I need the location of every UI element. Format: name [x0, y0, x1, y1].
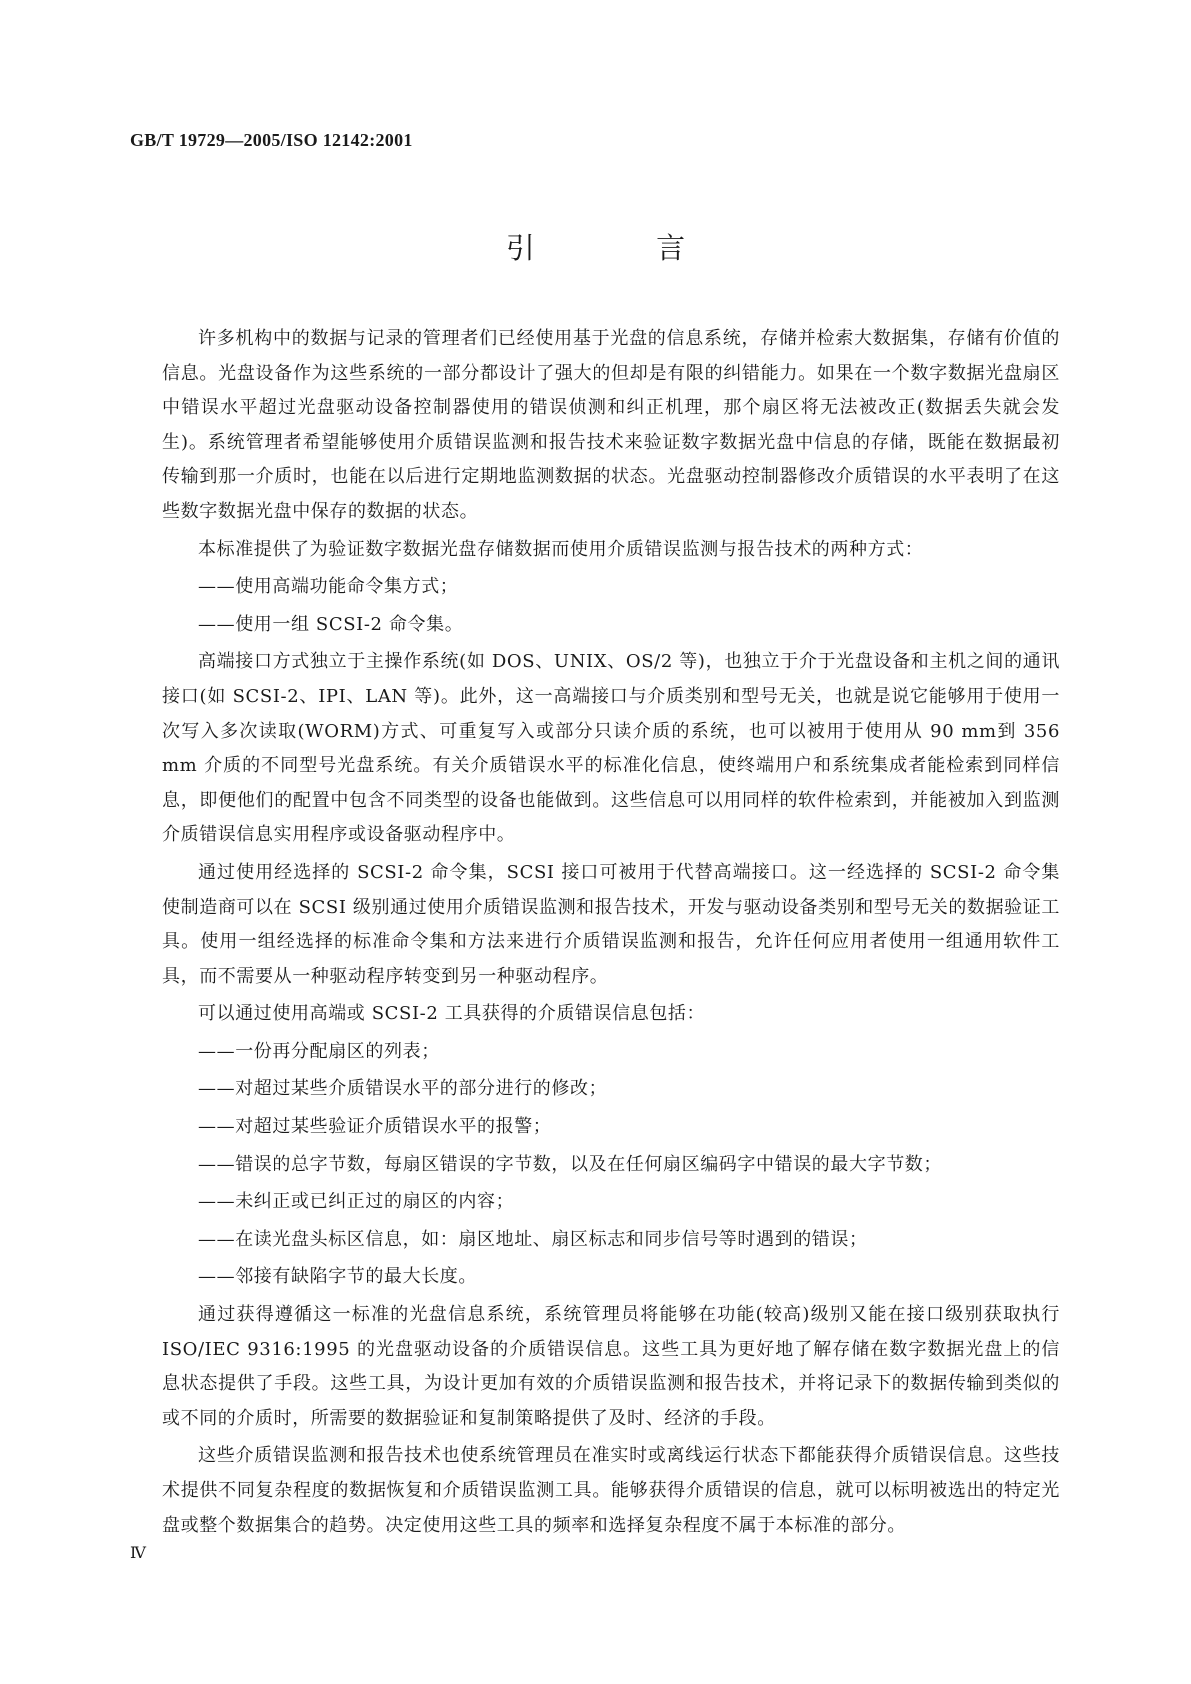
page-number: Ⅳ	[130, 1545, 146, 1562]
paragraph-info-list-intro: 可以通过使用高端或 SCSI-2 工具获得的介质错误信息包括：	[198, 1003, 706, 1025]
paragraph-two-methods: 本标准提供了为验证数字数据光盘存储数据而使用介质错误监测与报告技术的两种方式：	[198, 538, 924, 560]
document-body	[162, 322, 1060, 1546]
list-item: ——一份再分配扇区的列表；	[198, 1040, 440, 1062]
paragraph-intro: 许多机构中的数据与记录的管理者们已经使用基于光盘的信息系统，存储并检索大数据集，存储有价值的信息。光盘设备作为这些系统的一部分都设计了强大的但却是有限的纠错能力。如果在一个数字数据光盘扇区中错误水平超过光盘驱动设备控制器使用的错误侦测和纠正机理，那个扇区将无法被改正(数据丢失就会发生)。系统管理者希望能够使用介质错误监测和报告技术来验证数字数据光盘中信息的存储，既能在数据最初传输到那一介质时，也能在以后进行定期地监测数据的状态。光盘驱动控制器修改介质错误的水平表明了在这些数字数据光盘中保存的数据的状态。	[162, 328, 1060, 522]
list-item: ——错误的总字节数，每扇区错误的字节数，以及在任何扇区编码字中错误的最大字节数；	[198, 1153, 942, 1175]
paragraph-scsi-interface: 通过使用经选择的 SCSI-2 命令集，SCSI 接口可被用于代替高端接口。这一经选择的 SCSI-2 命令集使制造商可以在 SCSI 级别通过使用介质错误监测和报告技术，开发与驱动设备类别和型号无关的数据验证工具。使用一组经选择的标准命令集和方法来进行介质错误监测和报告，允许任何应用者使用一组通用软件工具，而不需要从一种驱动程序转变到另一种驱动程序。	[162, 861, 1060, 987]
paragraph-high-level-interface: 高端接口方式独立于主操作系统(如 DOS、UNIX、OS/2 等)，也独立于介于光盘设备和主机之间的通讯接口(如 SCSI-2、IPI、LAN 等)。此外，这一高端接口与介质类别和型号无关，也就是说它能够用于使用一次写入多次读取(WORM)方式、可重复写入或部分只读介质的系统，也可以被用于使用从 90 mm到 356 mm 介质的不同型号光盘系统。有关介质错误水平的标准化信息，使终端用户和系统集成者能检索到同样信息，即便他们的配置中包含不同类型的设备也能做到。这些信息可以用同样的软件检索到，并能被加入到监测介质错误信息实用程序或设备驱动程序中。	[162, 651, 1060, 846]
list-item: ——使用高端功能命令集方式；	[198, 576, 459, 598]
standard-code-header: GB/T 19729—2005/ISO 12142:2001	[130, 130, 413, 150]
list-item: ——在读光盘头标区信息，如：扇区地址、扇区标志和同步信号等时遇到的错误；	[198, 1228, 868, 1250]
list-item: ——邻接有缺陷字节的最大长度。	[198, 1266, 477, 1288]
list-item: ——对超过某些介质错误水平的部分进行的修改；	[198, 1078, 608, 1100]
page-title: 引 言	[505, 231, 742, 265]
list-item: ——使用一组 SCSI-2 命令集。	[198, 613, 464, 635]
list-item: ——未纠正或已纠正过的扇区的内容；	[198, 1191, 515, 1213]
paragraph-system-admin: 通过获得遵循这一标准的光盘信息系统，系统管理员将能够在功能(较高)级别又能在接口级别获取执行 ISO/IEC 9316:1995 的光盘驱动设备的介质错误信息。这些工具为更好地了解存储在数字数据光盘上的信息状态提供了手段。这些工具，为设计更加有效的介质错误监测和报告技术，并将记录下的数据传输到类似的或不同的介质时，所需要的数据验证和复制策略提供了及时、经济的手段。	[162, 1304, 1060, 1429]
paragraph-techniques: 这些介质错误监测和报告技术也使系统管理员在准实时或离线运行状态下都能获得介质错误信息。这些技术提供不同复杂程度的数据恢复和介质错误监测工具。能够获得介质错误的信息，就可以标明被选出的特定光盘或整个数据集合的趋势。决定使用这些工具的频率和选择复杂程度不属于本标准的部分。	[162, 1445, 1060, 1536]
list-item: ——对超过某些验证介质错误水平的报警；	[198, 1116, 552, 1138]
